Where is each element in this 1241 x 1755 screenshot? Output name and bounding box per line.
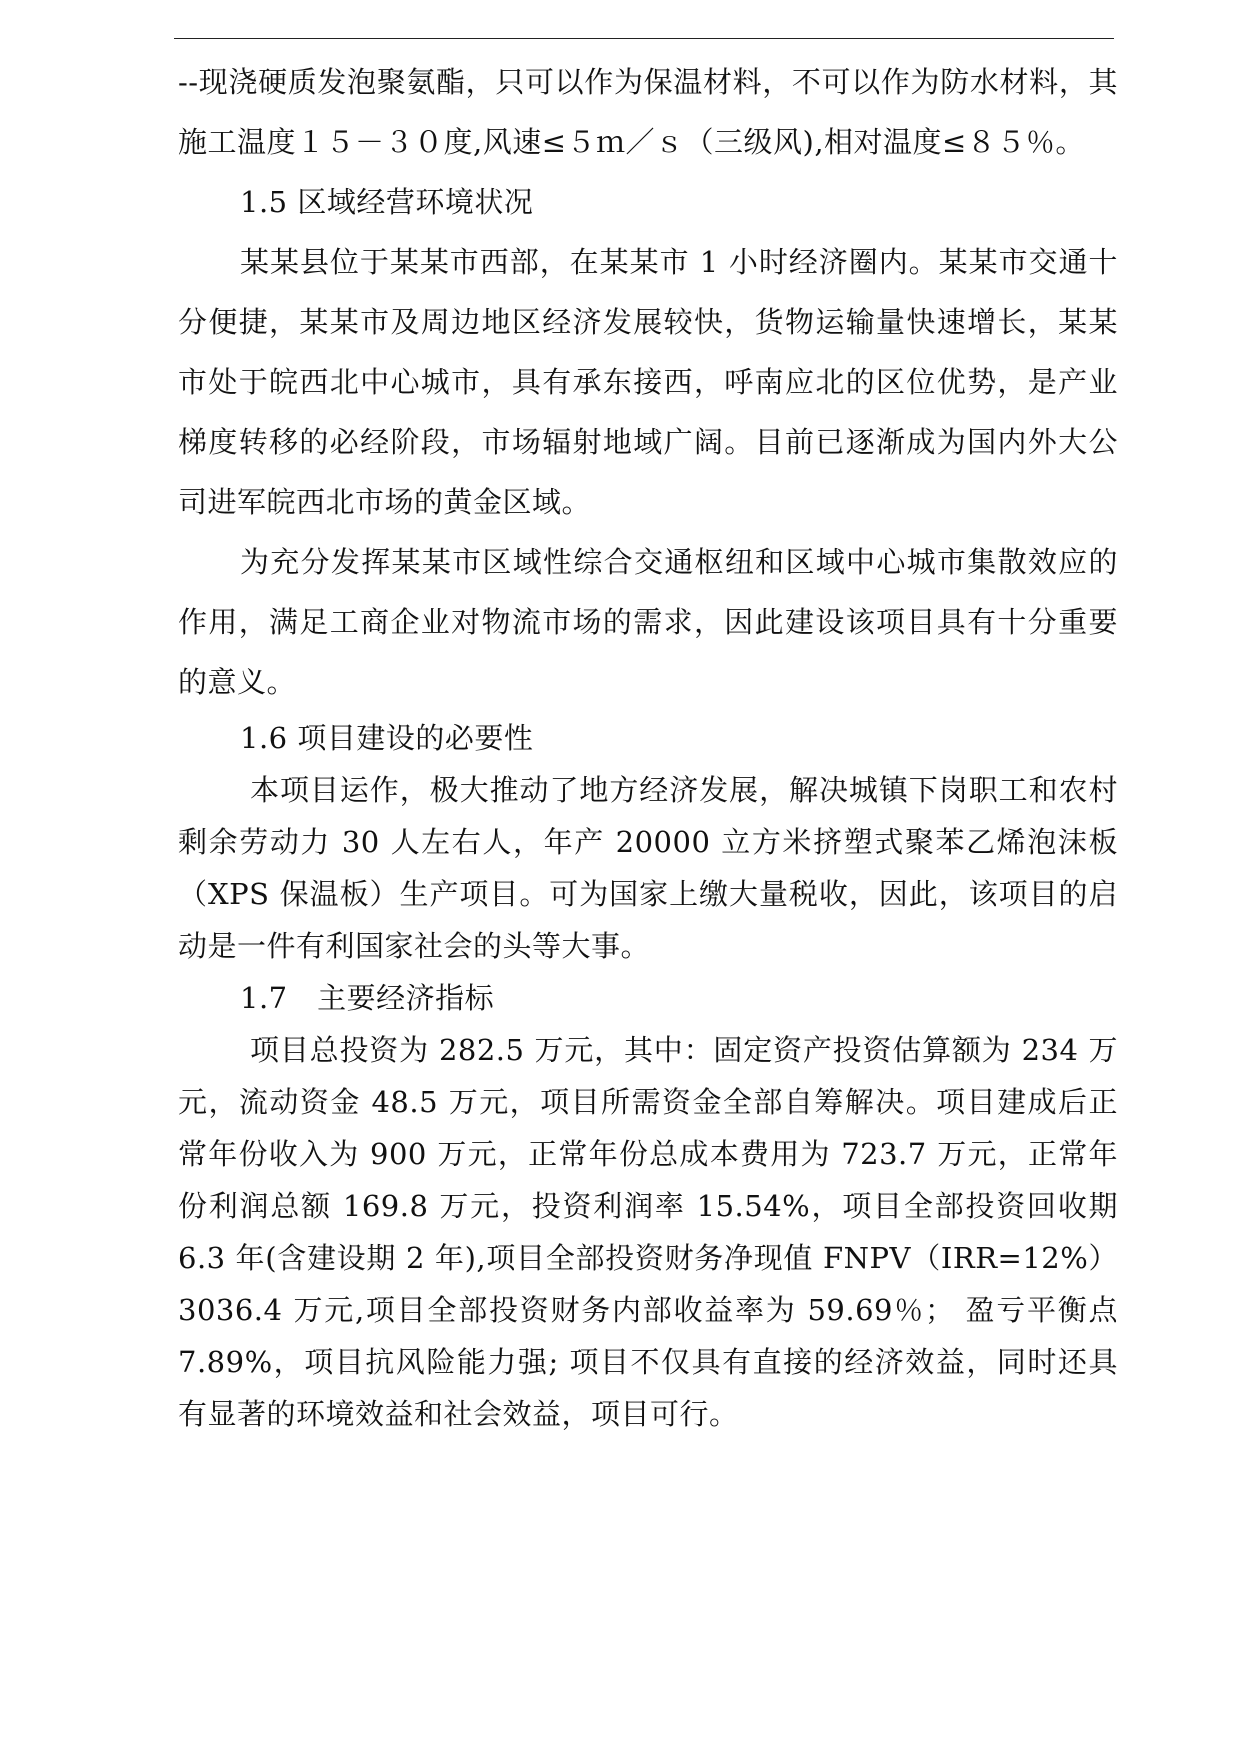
paragraph-regional-environment: 某某县位于某某市西部，在某某市 1 小时经济圈内。某某市交通十分便捷，某某市及周边地区经济发展较快，货物运输量快速增长，某某市处于皖西北中心城市，具有承东接西，呼南应北的区位优势，是产业梯度转移的必经阶段，市场辐射地域广阔。目前已逐渐成为国内外大公司进军皖西北市场的黄金区域。 (178, 245, 1118, 519)
paragraph-insulation-spec: --现浇硬质发泡聚氨酯，只可以作为保温材料，不可以作为防水材料，其施工温度１５－３０度,风速≤５ｍ／ｓ（三级风),相对温度≤８５％。 (178, 65, 1118, 159)
header-rule (174, 38, 1114, 39)
section-heading-1-6: 1.6 项目建设的必要性 (240, 721, 534, 755)
section-heading-1-5: 1.5 区域经营环境状况 (240, 185, 534, 219)
paragraph-economic-indicators: 项目总投资为 282.5 万元，其中：固定资产投资估算额为 234 万元，流动资金 48.5 万元，项目所需资金全部自筹解决。项目建成后正常年份收入为 900 万元，正常年份总成本费用为 723.7 万元，正常年份利润总额 169.8 万元，投资利润率 15.54%，项目全部投资回收期 6.3 年(含建设期 2 年),项目全部投资财务净现值 FNPV（IRR=12%）3036.4 万元,项目全部投资财务内部收益率为 59.69％； 盈亏平衡点 7.89%，项目抗风险能力强; 项目不仅具有直接的经济效益，同时还具有显著的环境效益和社会效益，项目可行。 (178, 1033, 1118, 1431)
document-body (178, 52, 1118, 1440)
paragraph-project-significance: 为充分发挥某某市区域性综合交通枢纽和区域中心城市集散效应的作用，满足工商企业对物流市场的需求，因此建设该项目具有十分重要的意义。 (178, 545, 1118, 699)
section-heading-1-7: 1.7 主要经济指标 (240, 981, 495, 1015)
paragraph-project-necessity: 本项目运作，极大推动了地方经济发展，解决城镇下岗职工和农村剩余劳动力 30 人左右人，年产 20000 立方米挤塑式聚苯乙烯泡沫板（XPS 保温板）生产项目。可为国家上缴大量税收，因此，该项目的启动是一件有利国家社会的头等大事。 (178, 773, 1118, 963)
